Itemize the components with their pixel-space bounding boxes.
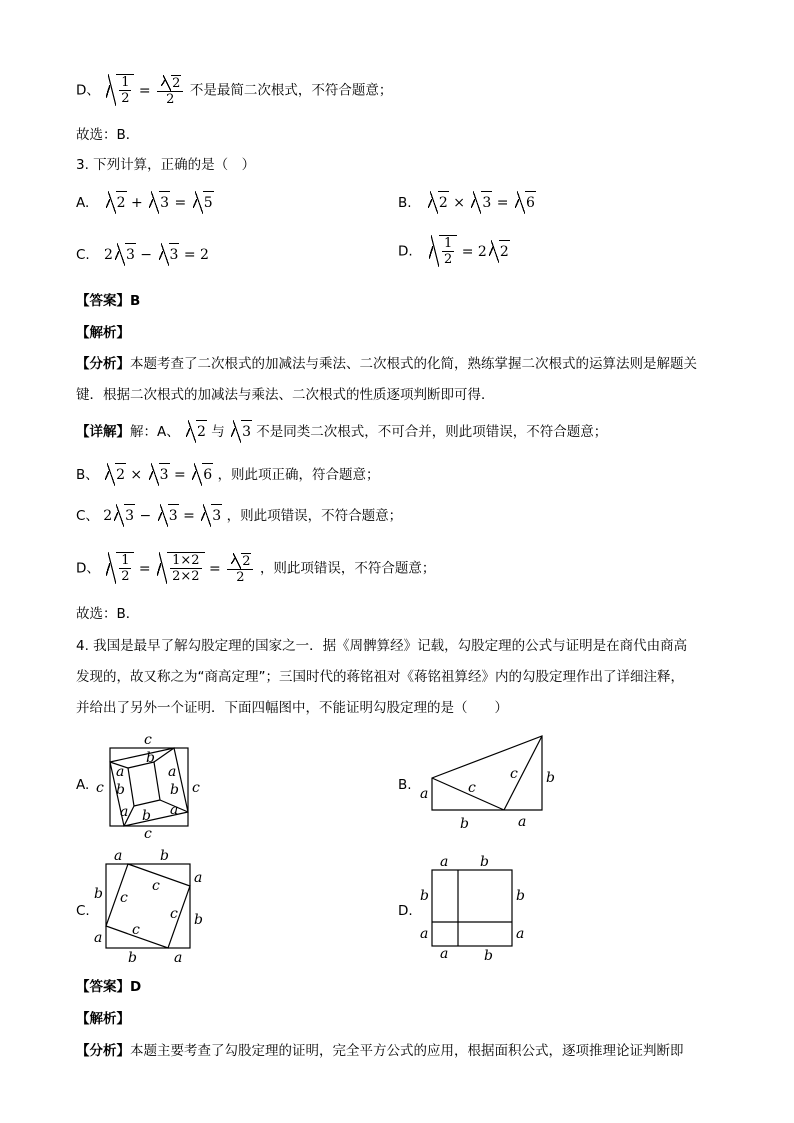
label-b: b bbox=[116, 782, 125, 798]
label-b: b bbox=[420, 888, 429, 904]
q3-option-d bbox=[398, 235, 510, 267]
label-c: c bbox=[144, 826, 152, 840]
label-c: c bbox=[468, 780, 476, 796]
section-tag: 【解析】 bbox=[76, 325, 130, 341]
math-expression: 2 + 3 = 5 bbox=[104, 195, 214, 211]
text: 本题考查了二次根式的加减法与乘法、二次根式的化简，熟练掌握二次根式的运算法则是解题关 bbox=[130, 356, 697, 372]
question-4-line1 bbox=[76, 635, 687, 657]
label-a: a bbox=[420, 926, 429, 942]
jiexi-4 bbox=[76, 1008, 130, 1030]
xuan-3 bbox=[76, 603, 139, 625]
label-c: c bbox=[192, 780, 200, 796]
label-b: b bbox=[94, 886, 103, 902]
figure-d-diagram bbox=[418, 852, 538, 968]
jiexi-3 bbox=[76, 322, 130, 344]
label-b: b bbox=[460, 816, 469, 832]
section-tag: 【分析】 bbox=[76, 1043, 130, 1059]
section-tag: 【分析】 bbox=[76, 356, 130, 372]
answer-4 bbox=[76, 976, 141, 998]
label-b: b bbox=[170, 782, 179, 798]
figure-c-label: C. bbox=[76, 903, 90, 919]
label-b: b bbox=[194, 912, 203, 928]
label-b: b bbox=[128, 950, 137, 966]
label-b: b bbox=[142, 808, 151, 824]
label-b: b bbox=[146, 750, 155, 766]
text: ，则此项正确，符合题意； bbox=[217, 467, 380, 483]
q3-option-b bbox=[398, 191, 536, 214]
figure-c-diagram bbox=[90, 848, 210, 966]
label-c: c bbox=[96, 780, 104, 796]
section-tag: 【解析】 bbox=[76, 1011, 130, 1027]
question-3 bbox=[76, 154, 255, 176]
label-b: b bbox=[484, 948, 493, 964]
text: ，则此项错误，不符合题意； bbox=[226, 508, 403, 524]
figure-a-diagram bbox=[92, 730, 212, 840]
figure-b-label: B. bbox=[398, 777, 412, 793]
label-c: c bbox=[144, 732, 152, 748]
xiangjie-3-b bbox=[76, 463, 380, 486]
label-a: a bbox=[120, 804, 129, 820]
text: 4. 我国是最早了解勾股定理的国家之一．据《周髀算经》记载，勾股定理的公式与证明是在商代由商高 bbox=[76, 638, 688, 654]
question-4-line2 bbox=[76, 666, 684, 688]
fenxi-4 bbox=[76, 1040, 684, 1062]
label-b: b bbox=[546, 770, 555, 786]
fenxi-3-line2 bbox=[76, 384, 495, 406]
math-expression: 2 × 3 = 6 bbox=[426, 195, 536, 211]
fenxi-3-line1 bbox=[76, 353, 697, 375]
text: D、 bbox=[76, 560, 100, 577]
label-a: a bbox=[440, 854, 449, 870]
option-label: A. bbox=[76, 195, 90, 211]
label-a: a bbox=[168, 764, 177, 780]
figure-a-label: A. bbox=[76, 777, 90, 793]
math-expression: 2 × 3 = 6 bbox=[103, 467, 218, 483]
label-a: a bbox=[94, 930, 103, 946]
xiangjie-3-c bbox=[76, 504, 402, 527]
label-c: c bbox=[170, 906, 178, 922]
label-b: b bbox=[516, 888, 525, 904]
text: B、 bbox=[76, 467, 99, 483]
figure-d-label: D. bbox=[398, 903, 413, 919]
math-expression: $\frac{1}{2}$ = $\frac{1\times 2}{2\times 2}$ = $\frac{2}{2}$ bbox=[104, 561, 260, 577]
math-expression: 3 bbox=[229, 424, 252, 440]
option-label: B. bbox=[398, 195, 412, 211]
label-a: a bbox=[518, 814, 527, 830]
q3-option-a bbox=[76, 191, 214, 214]
math-expression: $\frac{1}{2}$ = 2 2 bbox=[427, 244, 510, 260]
question-4-line3 bbox=[76, 697, 508, 719]
option-label: D. bbox=[398, 243, 413, 260]
line-d-simplest-radical bbox=[76, 74, 392, 107]
text: ，则此项错误，不符合题意； bbox=[259, 560, 436, 577]
label-c: c bbox=[132, 922, 140, 938]
label-c: c bbox=[120, 890, 128, 906]
text: 并给出了另外一个证明．下面四幅图中，不能证明勾股定理的是（ ） bbox=[76, 700, 508, 716]
text: C、 bbox=[76, 508, 99, 524]
answer-text: 【答案】B bbox=[76, 293, 141, 309]
math-expression: $\frac{1}{2}$ = $\frac{2}{2}$ bbox=[104, 83, 190, 99]
section-tag: 【详解】 bbox=[76, 424, 130, 440]
text: 键．根据二次根式的加减法与乘法、二次根式的性质逐项判断即可得． bbox=[76, 387, 495, 403]
question-text: 3. 下列计算，正确的是（ ） bbox=[76, 157, 256, 173]
label-b: b bbox=[480, 854, 489, 870]
math-expression: 2 bbox=[184, 424, 207, 440]
text: 发现的，故又称之为“商高定理”；三国时代的蒋铭祖对《蒋铭祖算经》内的勾股定理作出了详细注释， bbox=[76, 669, 684, 685]
text: D、 bbox=[76, 82, 100, 99]
label-a: a bbox=[116, 764, 125, 780]
label-a: a bbox=[170, 802, 179, 818]
label-a: a bbox=[440, 946, 449, 962]
figure-b-diagram bbox=[414, 730, 564, 835]
text: 解：A、 bbox=[130, 424, 180, 440]
label-b: b bbox=[160, 848, 169, 864]
label-a: a bbox=[114, 848, 123, 864]
answer-3 bbox=[76, 290, 140, 312]
label-a: a bbox=[516, 926, 525, 942]
option-label: C. bbox=[76, 247, 90, 263]
label-c: c bbox=[152, 878, 160, 894]
xiangjie-3-d bbox=[76, 552, 435, 585]
text: 与 bbox=[211, 424, 225, 440]
label-a: a bbox=[194, 870, 203, 886]
text: 故选：B． bbox=[76, 127, 140, 143]
label-a: a bbox=[174, 950, 183, 966]
text: 本题主要考查了勾股定理的证明，完全平方公式的应用，根据面积公式，逐项推理论证判断即 bbox=[130, 1043, 684, 1059]
label-a: a bbox=[420, 786, 429, 802]
answer-text: 【答案】D bbox=[76, 979, 142, 995]
q3-option-c bbox=[76, 243, 209, 266]
text: 不是最简二次根式，不符合题意； bbox=[189, 82, 393, 99]
line-choose-b bbox=[76, 124, 139, 146]
label-c: c bbox=[510, 766, 518, 782]
math-expression: 2 3 − 3 = 2 bbox=[104, 247, 209, 263]
xiangjie-3-a bbox=[76, 420, 607, 443]
math-expression: 2 3 − 3 = 3 bbox=[103, 508, 226, 524]
text: 故选：B． bbox=[76, 606, 140, 622]
text: 不是同类二次根式，不可合并，则此项错误，不符合题意； bbox=[256, 424, 608, 440]
